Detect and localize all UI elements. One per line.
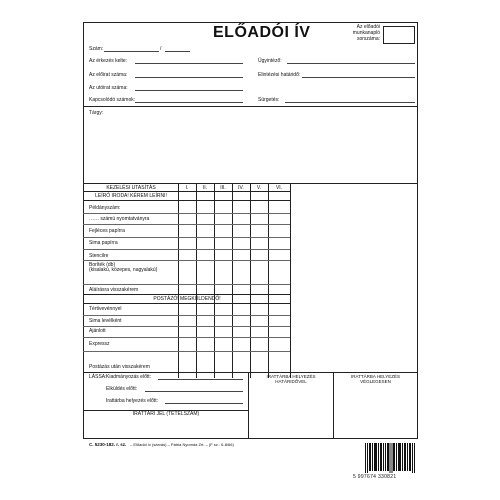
- row-sima-level: Sima levélként: [89, 318, 122, 324]
- eloirat-label: Az előirat száma:: [89, 72, 128, 78]
- row-line-2: [83, 224, 290, 225]
- targy-label: Tárgy:: [89, 110, 104, 116]
- szam-year-line[interactable]: [165, 51, 190, 52]
- publisher-info: – Előadói ív (sárvás) – Pátria Nyomda Zrt. – (F sz.: 6-8/66): [130, 442, 234, 447]
- section-leiro: LEÍRÓ IRODA! KÉREM LEÍRNI!: [95, 193, 167, 199]
- table-bottom-line: [83, 372, 418, 373]
- erkezes-label: Az érkezés kelte:: [89, 58, 128, 64]
- elkuldes-line[interactable]: [145, 391, 243, 392]
- form-title: ELŐADÓI ÍV: [213, 24, 311, 41]
- szam-sep: /: [160, 46, 162, 52]
- col-6: VI.: [275, 185, 283, 191]
- row-line-3: [83, 237, 290, 238]
- row-sima: Sima papírra: [89, 240, 118, 246]
- col-4: IV.: [238, 185, 244, 191]
- row-boritek-sub: (kisalakú, közepes, nagyalakú): [89, 267, 158, 273]
- box-vegleges-line1: IRATTÁRBA HELYEZÉS: [350, 374, 401, 379]
- irattar-elott-line[interactable]: [165, 403, 243, 404]
- row-alairasra: Aláírásra visszakérem: [89, 287, 139, 293]
- col-kezelesi: KEZELÉSI UTASÍTÁS: [106, 185, 156, 191]
- divider-targy: [83, 106, 418, 107]
- row-nyomtatvany: …… számú nyomtatványra: [89, 216, 150, 222]
- barcode-number: 5 997674 330821: [353, 474, 397, 480]
- row-expressz: Expressz: [89, 341, 110, 347]
- section-postazo: POSTÁZÓ! MEGKÜLDENDŐ!: [153, 296, 221, 302]
- irattar-elott-label: Irattárba helyezés előtt:: [106, 398, 158, 404]
- kiadm-line[interactable]: [158, 379, 243, 380]
- szam-line[interactable]: [104, 51, 159, 52]
- irattari-jel-label: IRATTÁRI JEL (TÉTELSZÁM): [132, 411, 200, 417]
- box-hataridovel-area[interactable]: [249, 386, 333, 438]
- surgetes-line[interactable]: [285, 102, 415, 103]
- row-peldanyszam: Példányszám:: [89, 205, 121, 211]
- row-line-4: [83, 249, 290, 250]
- utoirat-line[interactable]: [135, 90, 243, 91]
- section-leiro-line: [83, 200, 290, 201]
- row-line-1: [83, 213, 290, 214]
- erkezes-line[interactable]: [135, 63, 243, 64]
- barcode: [365, 443, 415, 473]
- row-ajanlott: Ajánlott: [89, 328, 106, 334]
- hatarido-label: Elintézési határidő:: [258, 72, 301, 78]
- row-line-10: [83, 351, 290, 352]
- serial-label: Az előadói munkanapló sorszáma:: [352, 24, 380, 42]
- row-line-5: [83, 260, 290, 261]
- irattari-jel-area[interactable]: [84, 418, 247, 438]
- row-stencil: Stencilre: [89, 253, 109, 259]
- eloirat-line[interactable]: [135, 77, 243, 78]
- utoirat-label: Az utóirat száma:: [89, 85, 128, 91]
- surgetes-label: Sürgetés:: [258, 97, 280, 103]
- kapcsolodo-line[interactable]: [135, 102, 243, 103]
- row-line-8: [83, 326, 290, 327]
- col-5: V.: [256, 185, 262, 191]
- ugyintezo-line[interactable]: [287, 63, 415, 64]
- col-2: II.: [202, 185, 208, 191]
- kapcsolodo-label: Kapcsolódó számok:: [89, 97, 136, 103]
- box-hataridovel-line1: IRATTÁRBA HELYEZÉS: [266, 374, 316, 379]
- lassa-label: LÁSSA:: [89, 374, 107, 380]
- form-code: C. 5230-182. r. sz.: [89, 442, 127, 447]
- col-3: III.: [220, 185, 226, 191]
- row-line-6: [83, 284, 290, 285]
- serial-box[interactable]: [383, 26, 415, 44]
- section-postazo-top: [83, 294, 290, 295]
- hatarido-line[interactable]: [302, 77, 415, 78]
- elkuldes-label: Elküldés előtt:: [106, 386, 138, 392]
- row-tertiveveny: Tértivevénnyel: [89, 306, 122, 312]
- row-line-7: [83, 315, 290, 316]
- row-fejleces: Fejléces papírra: [89, 228, 125, 234]
- targy-area[interactable]: [84, 108, 417, 182]
- box-vegleges-line2: VÉGLEGESEN: [360, 379, 391, 384]
- box-hataridovel-line2: HATÁRIDŐVEL: [275, 379, 307, 384]
- section-postazo-line: [83, 303, 290, 304]
- row-postazas-utan: Postázás után visszakérem: [89, 364, 150, 370]
- table-header-line: [83, 191, 290, 192]
- row-line-9: [83, 337, 290, 338]
- row-boritek: Boríték (db): [89, 262, 116, 268]
- szam-label: Szám:: [89, 46, 104, 52]
- col-divider-6: [290, 183, 291, 378]
- box-vegleges-area[interactable]: [334, 386, 417, 438]
- ugyintezo-label: Ügyintéző:: [258, 58, 282, 64]
- col-1: I.: [185, 185, 189, 191]
- kiadm-label: Kiadmányozás előtt:: [106, 374, 152, 380]
